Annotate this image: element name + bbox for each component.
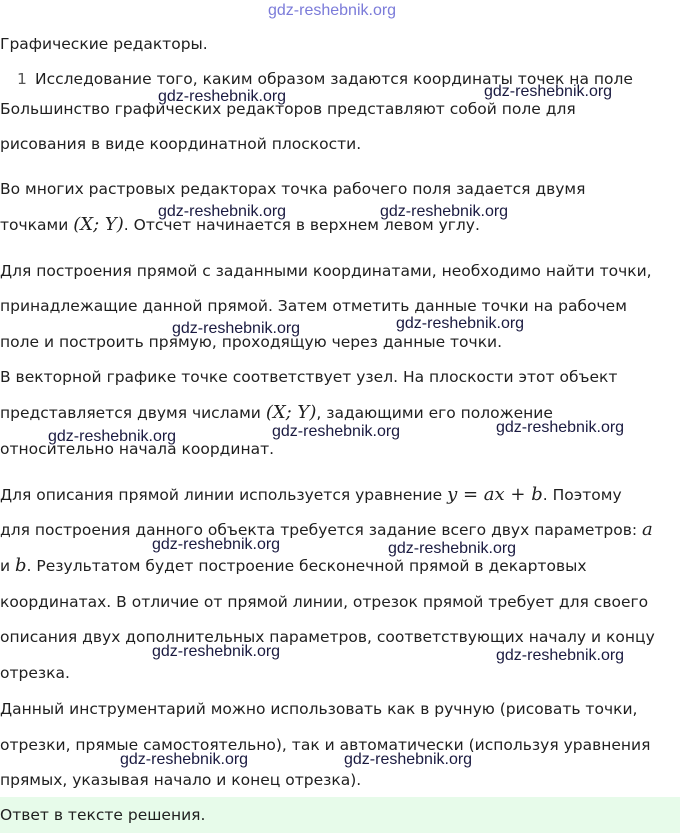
- list-item-text: Исследование того, каким образом задаются координаты точек на поле: [35, 70, 633, 88]
- watermark: gdz-reshebnik.org: [120, 751, 249, 768]
- paragraph-line: [0, 555, 587, 576]
- math-formula: b: [15, 555, 27, 576]
- text-span: . Отсчет начинается в верхнем левом углу.: [123, 216, 480, 234]
- paragraph-line: поле и построить прямую, проходящую через данные точки.: [0, 333, 503, 351]
- watermark: gdz-reshebnik.org: [158, 203, 287, 220]
- text-span: , задающими его положение: [316, 404, 553, 422]
- watermark: gdz-reshebnik.org: [496, 419, 625, 436]
- paragraph-line: принадлежащие данной прямой. Затем отметить данные точки на рабочем: [0, 297, 627, 315]
- paragraph-line: Данный инструментарий можно использовать как в ручную (рисовать точки,: [0, 700, 638, 718]
- paragraph-line: [0, 519, 653, 540]
- paragraph-line: Большинство графических редакторов представляют собой поле для: [0, 100, 576, 118]
- text-span: Для описания прямой линии используется уравнение: [0, 486, 443, 504]
- paragraph-line: Для построения прямой с заданными координатами, необходимо найти точки,: [0, 262, 652, 280]
- watermark: gdz-reshebnik.org: [388, 540, 517, 557]
- watermark: gdz-reshebnik.org: [152, 536, 281, 553]
- watermark: gdz-reshebnik.org: [158, 88, 287, 105]
- math-formula: (X; Y): [265, 402, 317, 423]
- paragraph-line: относительно начала координат.: [0, 440, 275, 458]
- page-title: Графические редакторы.: [0, 35, 208, 53]
- text-span: точками: [0, 216, 69, 234]
- watermark: gdz-reshebnik.org: [268, 2, 397, 19]
- watermark: gdz-reshebnik.org: [484, 83, 613, 100]
- math-formula: a: [642, 519, 653, 540]
- paragraph-line: отрезки, прямые самостоятельно), так и автоматически (используя уравнения: [0, 736, 651, 754]
- paragraph-line: описания двух дополнительных параметров, соответствующих началу и концу: [0, 628, 655, 646]
- watermark: gdz-reshebnik.org: [396, 315, 525, 332]
- watermark: gdz-reshebnik.org: [344, 751, 473, 768]
- watermark: gdz-reshebnik.org: [496, 647, 625, 664]
- paragraph-line: [0, 484, 622, 505]
- text-span: . Результатом будет построение бесконечной прямой в декартовых: [26, 557, 587, 575]
- answer-box: [0, 797, 680, 833]
- paragraph-line: Во многих растровых редакторах точка рабочего поля задается двумя: [0, 180, 586, 198]
- watermark: gdz-reshebnik.org: [272, 423, 401, 440]
- text-span: . Поэтому: [542, 486, 622, 504]
- watermark: gdz-reshebnik.org: [152, 643, 281, 660]
- list-item-number: 1: [17, 70, 27, 88]
- text-span: и: [0, 557, 11, 575]
- text-span: для построения данного объекта требуется задание всего двух параметров:: [0, 521, 638, 539]
- watermark: gdz-reshebnik.org: [48, 428, 177, 445]
- paragraph-line: рисования в виде координатной плоскости.: [0, 135, 362, 153]
- math-formula: (X; Y): [73, 214, 124, 235]
- paragraph-line: [0, 402, 553, 423]
- paragraph-line: прямых, указывая начало и конец отрезка).: [0, 771, 362, 789]
- watermark: gdz-reshebnik.org: [380, 203, 509, 220]
- watermark: gdz-reshebnik.org: [172, 320, 301, 337]
- paragraph-line: координатах. В отличие от прямой линии, отрезок прямой требует для своего: [0, 593, 649, 611]
- text-span: представляется двумя числами: [0, 404, 261, 422]
- answer-text: Ответ в тексте решения.: [0, 806, 206, 824]
- math-formula: y = ax + b: [447, 484, 543, 505]
- paragraph-line: отрезка.: [0, 664, 70, 682]
- paragraph-line: В векторной графике точке соответствует узел. На плоскости этот объект: [0, 368, 618, 386]
